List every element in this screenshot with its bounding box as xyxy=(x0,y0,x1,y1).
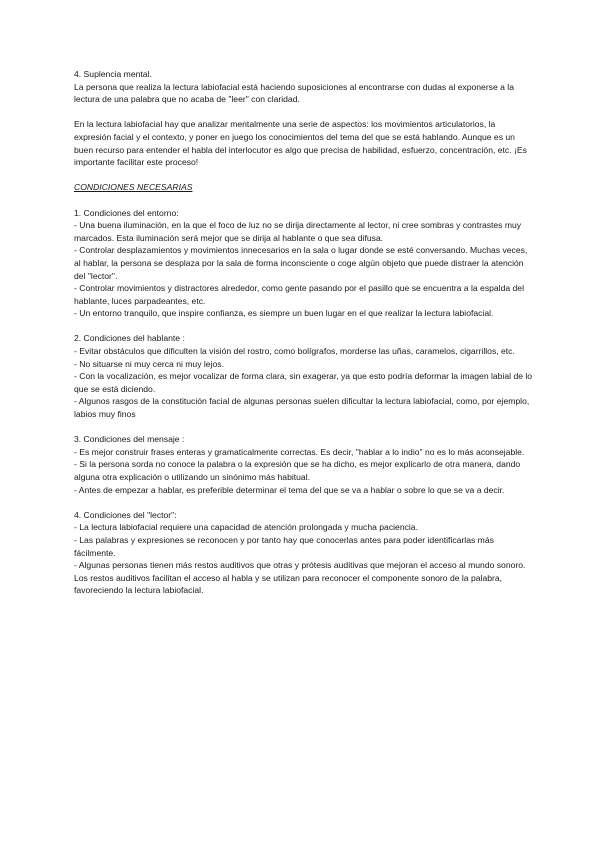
list-item: - La lectura labiofacial requiere una capacidad de atención prolongada y mucha paciencia. xyxy=(74,522,418,533)
subsection-title-mensaje: 3. Condiciones del mensaje : xyxy=(74,434,185,445)
intro-paragraph-2: En la lectura labiofacial hay que analizar mentalmente una serie de aspectos: los movimientos articulatorios, la expresión facial y el contexto, y poner en juego los conocimientos del tema del que se está hablando. Aunque es un buen recurso para entender el habla del interlocutor es algo que precisa de habilidad, esfuerzo, concentración, etc. ¡Es importante facilitar este proceso! xyxy=(74,119,527,168)
subsection-title-entorno: 1. Condiciones del entorno: xyxy=(74,207,179,218)
section-title: CONDICIONES NECESARIAS xyxy=(74,182,193,193)
document-page xyxy=(74,68,534,610)
list-entorno xyxy=(74,219,534,320)
list-item: - Evitar obstáculos que dificulten la visión del rostro, como bolígrafos, morderse las uñas, caramelos, cigarrillos, etc. xyxy=(74,346,515,357)
list-hablante xyxy=(74,345,534,421)
list-item: - Controlar desplazamientos y movimientos innecesarios en la sala o lugar donde se esté conversando. Muchas veces, al hablar, la persona se desplaza por la sala de forma inconsciente o coge algún objeto que puede distraer la atención del "lector". xyxy=(74,245,528,281)
document-heading: 4. Suplencia mental. xyxy=(74,69,152,79)
list-mensaje xyxy=(74,446,534,496)
list-lector xyxy=(74,521,534,597)
intro-paragraph-1: La persona que realiza la lectura labiofacial está haciendo suposiciones al encontrarse con dudas al exponerse a la lectura de una palabra que no acaba de "leer" con claridad. xyxy=(74,81,514,105)
list-item: - Una buena iluminación, en la que el foco de luz no se dirija directamente al lector, ni cree sombras y contrastes muy marcados. Esta iluminación será mejor que se dirija al hablante o que sea difusa. xyxy=(74,220,522,243)
subsection-title-hablante: 2. Condiciones del hablante : xyxy=(74,333,185,344)
list-item: - Con la vocalización, es mejor vocalizar de forma clara, sin exagerar, ya que esto podría deformar la imagen labial de lo que se está diciendo. xyxy=(74,371,533,394)
list-item: - Controlar movimientos y distractores alrededor, como gente pasando por el pasillo que se encuentra a la espalda del hablante, luces parpadeantes, etc. xyxy=(74,283,524,306)
list-item: - Si la persona sorda no conoce la palabra o la expresión que se ha dicho, es mejor explicarlo de otra manera, dando alguna otra explicación o utilizando un sinónimo más habitual. xyxy=(74,459,521,482)
list-item: - Algunos rasgos de la constitución facial de algunas personas suelen dificultar la lectura labiofacial, como, por ejemplo, labios muy finos xyxy=(74,396,530,420)
list-item: - Antes de empezar a hablar, es preferible determinar el tema del que se va a hablar o sobre lo que se va a decir. xyxy=(74,484,505,495)
subsection-title-lector: 4. Condiciones del "lector": xyxy=(74,509,177,520)
list-item: - Un entorno tranquilo, que inspire confianza, es siempre un buen lugar en el que realizar la lectura labiofacial. xyxy=(74,308,494,319)
list-item: - Es mejor construir frases enteras y gramaticalmente correctas. Es decir, "hablar a lo indio" no es lo más aconsejable. xyxy=(74,446,525,457)
list-item: - Algunas personas tienen más restos auditivos que otras y prótesis auditivas que mejoran el acceso al mundo sonoro. Los restos auditivos facilitan el acceso al habla y se utilizan para reconocer el componente sonoro de la palabra, favoreciendo la lectura labiofacial. xyxy=(74,560,526,596)
list-item: - No situarse ni muy cerca ni muy lejos. xyxy=(74,358,224,369)
list-item: - Las palabras y expresiones se reconocen y por tanto hay que conocerlas antes para poder identificarlas más fácilmente. xyxy=(74,534,494,558)
